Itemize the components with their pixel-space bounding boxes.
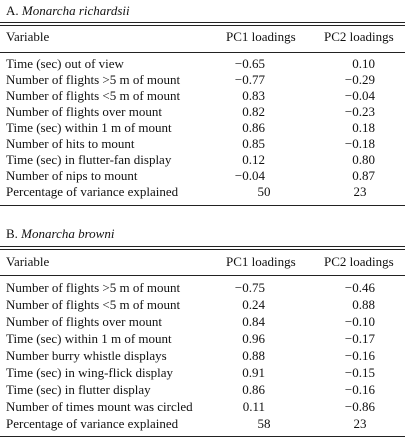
header-pc2: PC2 loadings: [324, 29, 394, 44]
pc2-cell: −0.16: [344, 348, 375, 363]
variance-row: [0, 184, 405, 200]
table-row: [0, 72, 405, 88]
pc2-cell: 23: [353, 416, 367, 431]
variable-cell: Time (sec) within 1 m of mount: [6, 331, 172, 346]
pc1-cell: −0.65: [234, 56, 265, 71]
variable-cell: Number of times mount was circled: [6, 399, 193, 414]
pc2-cell: 23: [353, 184, 367, 199]
variable-cell: Time (sec) out of view: [6, 56, 124, 71]
pc1-cell: 0.96: [242, 331, 265, 346]
section-a-bottom-rule: [0, 205, 405, 206]
pc2-cell: −0.10: [344, 314, 375, 329]
table-row: [0, 280, 405, 296]
variable-cell: Number burry whistle displays: [6, 348, 167, 363]
table-row: [0, 314, 405, 330]
table-row: [0, 88, 405, 104]
pc1-cell: 0.91: [242, 365, 265, 380]
variable-cell: Number of flights over mount: [6, 104, 162, 119]
section-a-top-rule: [0, 22, 405, 23]
pc1-cell: 0.84: [242, 314, 265, 329]
variable-cell: Number of flights over mount: [6, 314, 162, 329]
pc1-cell: 0.85: [242, 136, 265, 151]
section-a-top-rule-2: [0, 25, 405, 26]
table-row: [0, 136, 405, 152]
section-a-header-rule: [0, 52, 405, 53]
pc1-cell: 0.12: [242, 152, 265, 167]
header-variable: Variable: [6, 29, 50, 44]
section-b-top-rule: [0, 246, 405, 247]
section-a-species: Monarcha richardsii: [21, 3, 130, 18]
section-b-letter: B.: [6, 226, 18, 241]
pc2-cell: 0.80: [352, 152, 375, 167]
table-row: [0, 348, 405, 364]
pc2-cell: −0.15: [344, 365, 375, 380]
table-row: [0, 382, 405, 398]
pc2-cell: 0.10: [352, 56, 375, 71]
variable-cell: Percentage of variance explained: [6, 416, 179, 431]
variable-cell: Time (sec) in flutter-fan display: [6, 152, 172, 167]
variable-cell: Number of flights <5 m of mount: [6, 88, 181, 103]
variable-cell: Number of flights <5 m of mount: [6, 297, 181, 312]
pc1-cell: 0.86: [242, 120, 265, 135]
table-row: [0, 331, 405, 347]
table-row: [0, 120, 405, 136]
section-a-title: [6, 3, 130, 19]
pc1-cell: −0.75: [234, 280, 265, 295]
section-b-header-rule: [0, 275, 405, 276]
section-a-header-row: [0, 29, 405, 45]
table-row: [0, 365, 405, 381]
section-b-title: [6, 226, 114, 242]
pc1-cell: −0.04: [234, 168, 265, 183]
table-row: [0, 168, 405, 184]
header-pc2: PC2 loadings: [324, 254, 394, 269]
pc1-cell: 0.11: [242, 399, 265, 414]
pc2-cell: −0.86: [344, 399, 375, 414]
header-pc1: PC1 loadings: [226, 254, 296, 269]
pc2-cell: −0.17: [344, 331, 375, 346]
section-b-top-rule-2: [0, 249, 405, 250]
pc1-cell: 50: [257, 184, 271, 199]
pc1-cell: 0.86: [242, 382, 265, 397]
table-row: [0, 104, 405, 120]
pc2-cell: 0.18: [352, 120, 375, 135]
pc2-cell: −0.23: [344, 104, 375, 119]
table-row: [0, 399, 405, 415]
pc2-cell: −0.46: [344, 280, 375, 295]
section-b-bottom-rule: [0, 436, 405, 437]
variable-cell: Number of flights >5 m of mount: [6, 72, 181, 87]
variable-cell: Percentage of variance explained: [6, 184, 179, 199]
variable-cell: Number of nips to mount: [6, 168, 138, 183]
table-row: [0, 152, 405, 168]
pc2-cell: −0.18: [344, 136, 375, 151]
pc1-cell: 0.82: [242, 104, 265, 119]
pc2-cell: −0.16: [344, 382, 375, 397]
variable-cell: Number of hits to mount: [6, 136, 135, 151]
pc2-cell: −0.04: [344, 88, 375, 103]
table-row: [0, 297, 405, 313]
pc1-cell: 58: [257, 416, 271, 431]
pc2-cell: 0.87: [352, 168, 375, 183]
pc2-cell: 0.88: [352, 297, 375, 312]
section-b-species: Monarcha browni: [21, 226, 115, 241]
pc1-cell: 0.88: [242, 348, 265, 363]
pc1-cell: −0.77: [234, 72, 265, 87]
variable-cell: Number of flights >5 m of mount: [6, 280, 181, 295]
header-variable: Variable: [6, 254, 50, 269]
pc1-cell: 0.24: [242, 297, 265, 312]
variable-cell: Time (sec) in wing-flick display: [6, 365, 174, 380]
pc2-cell: −0.29: [344, 72, 375, 87]
pc1-cell: 0.83: [242, 88, 265, 103]
variable-cell: Time (sec) in flutter display: [6, 382, 151, 397]
variable-cell: Time (sec) within 1 m of mount: [6, 120, 172, 135]
table-row: [0, 56, 405, 72]
section-b-header-row: [0, 254, 405, 270]
section-a-letter: A.: [6, 3, 19, 18]
variance-row: [0, 416, 405, 432]
header-pc1: PC1 loadings: [226, 29, 296, 44]
